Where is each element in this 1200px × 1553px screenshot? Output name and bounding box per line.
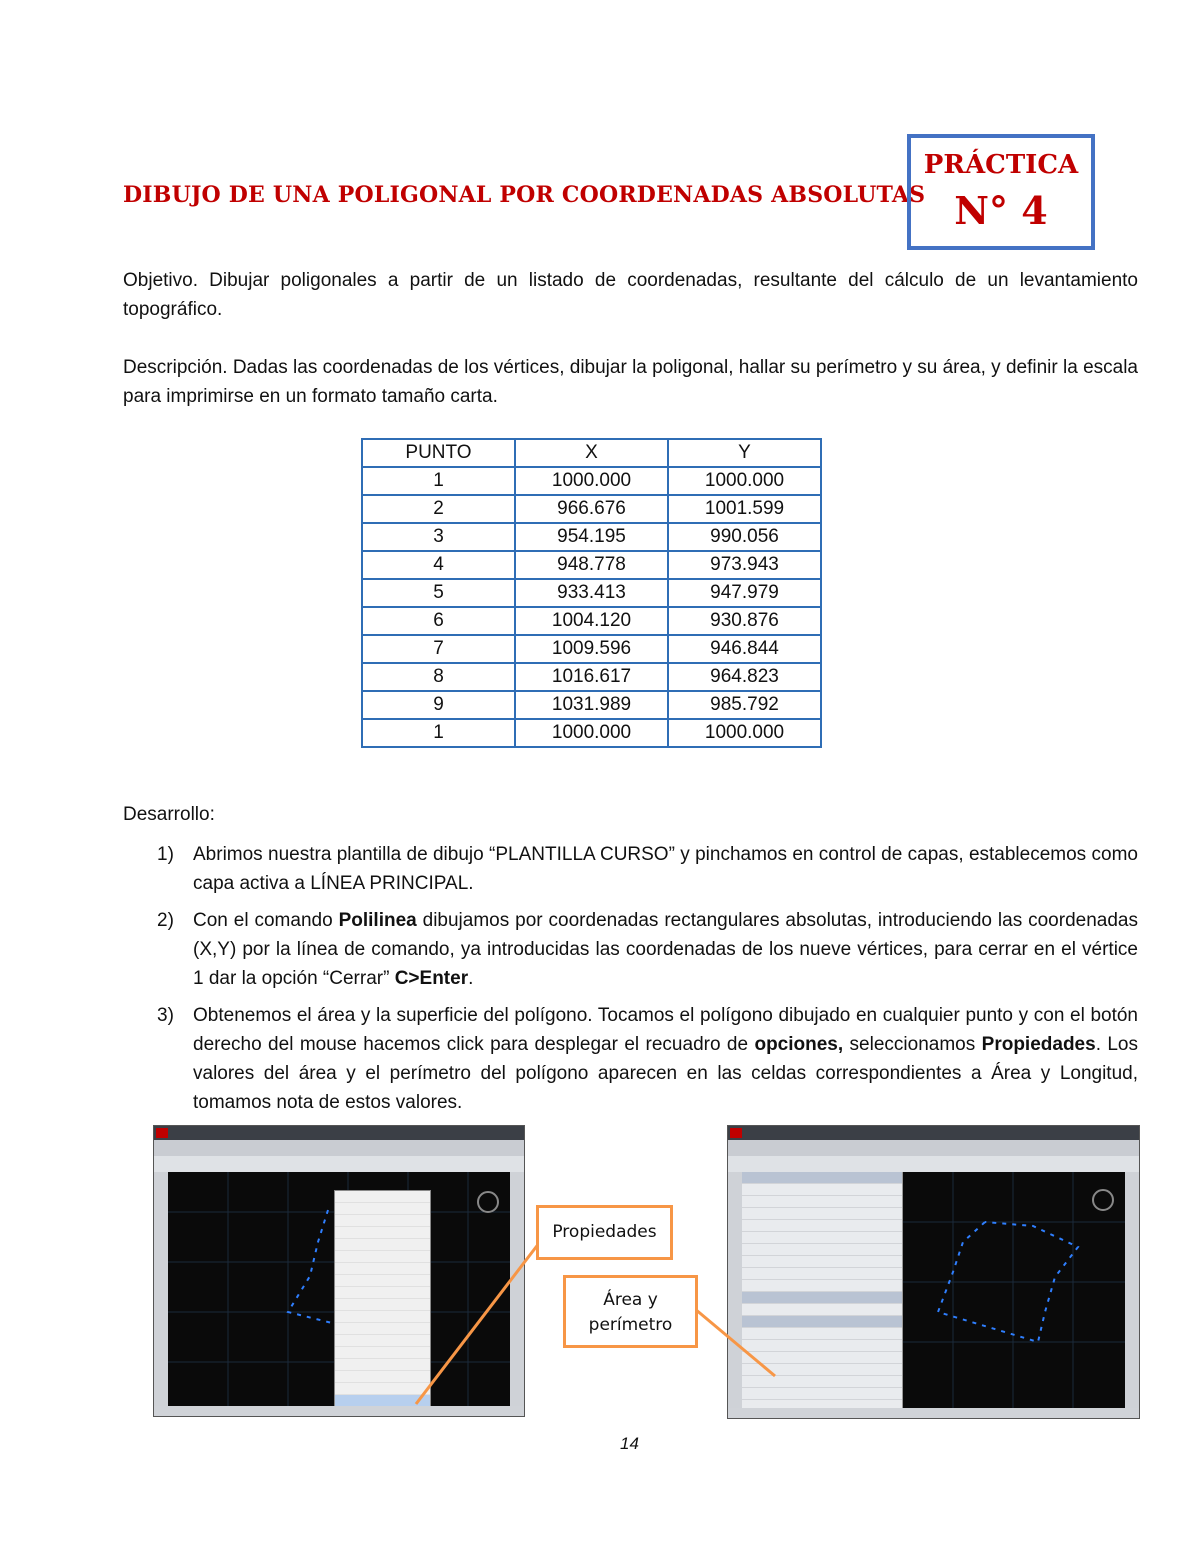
cell-x: 1000.000 xyxy=(515,719,668,747)
step-text: . Los valores del área y el perímetro del polígono aparecen en las celdas correspondientes a Área y Longitud, tomamos nota de estos valores. xyxy=(193,1034,1138,1113)
cell-y: 964.823 xyxy=(668,663,821,691)
description-paragraph: Descripción. Dadas las coordenadas de los vértices, dibujar la poligonal, hallar su perímetro y su área, y definir la escala para imprimirse en un formato tamaño carta. xyxy=(123,357,1138,407)
callout-propiedades: Propiedades xyxy=(536,1205,673,1260)
cell-punto: 4 xyxy=(362,551,515,579)
header-x: X xyxy=(515,439,668,467)
cell-y: 1000.000 xyxy=(668,719,821,747)
cell-punto: 5 xyxy=(362,579,515,607)
step-bold: opciones, xyxy=(754,1034,844,1055)
cell-y: 946.844 xyxy=(668,635,821,663)
step-text: seleccionamos xyxy=(843,1034,982,1055)
cell-x: 933.413 xyxy=(515,579,668,607)
cell-x: 1009.596 xyxy=(515,635,668,663)
cell-y: 930.876 xyxy=(668,607,821,635)
badge-number: N° 4 xyxy=(954,188,1048,233)
step-text: dibujamos por coordenadas rectangulares absolutas, introduciendo las coordenadas (X,Y) por la línea de comando, ya introducidas las coordenadas de los nueve vértices, para cerrar en el vértice 1 dar la opción “Cerrar” xyxy=(193,910,1138,989)
badge-label: PRÁCTICA xyxy=(923,150,1079,180)
cell-y: 1001.599 xyxy=(668,495,821,523)
cell-punto: 7 xyxy=(362,635,515,663)
page-number: 14 xyxy=(620,1434,639,1453)
cell-x: 1016.617 xyxy=(515,663,668,691)
cell-punto: 1 xyxy=(362,467,515,495)
step-number: 1) xyxy=(157,844,174,865)
cell-x: 1031.989 xyxy=(515,691,668,719)
cell-punto: 9 xyxy=(362,691,515,719)
step-text: Abrimos nuestra plantilla de dibujo “PLANTILLA CURSO” y pinchamos en control de capas, establecemos como capa activa a LÍNEA PRINCIPAL. xyxy=(193,844,1138,894)
cell-x: 948.778 xyxy=(515,551,668,579)
cell-punto: 3 xyxy=(362,523,515,551)
step-number: 3) xyxy=(157,1005,174,1026)
cell-y: 1000.000 xyxy=(668,467,821,495)
cell-punto: 1 xyxy=(362,719,515,747)
cell-x: 1004.120 xyxy=(515,607,668,635)
step-number: 2) xyxy=(157,910,174,931)
cell-y: 985.792 xyxy=(668,691,821,719)
step-text: Con el comando xyxy=(193,910,339,931)
cell-punto: 6 xyxy=(362,607,515,635)
callout-line-area xyxy=(695,1309,775,1376)
cell-punto: 2 xyxy=(362,495,515,523)
development-heading: Desarrollo: xyxy=(123,804,215,825)
callout-line-propiedades xyxy=(416,1234,546,1404)
cell-x: 966.676 xyxy=(515,495,668,523)
header-punto: PUNTO xyxy=(362,439,515,467)
cell-y: 990.056 xyxy=(668,523,821,551)
step-bold: Polilinea xyxy=(338,910,417,931)
cell-y: 973.943 xyxy=(668,551,821,579)
step-text: . xyxy=(468,968,474,989)
document-title: DIBUJO DE UNA POLIGONAL POR COORDENADAS ABSOLUTAS xyxy=(123,182,926,208)
callout-area-perimetro: Área y perímetro xyxy=(563,1275,698,1348)
step-text: Obtenemos el área y la superficie del polígono. Tocamos el polígono dibujado en cualquier punto y con el botón derecho del mouse hacemos click para desplegar el recuadro de xyxy=(193,1005,1138,1055)
cell-y: 947.979 xyxy=(668,579,821,607)
cell-x: 1000.000 xyxy=(515,467,668,495)
objective-paragraph: Objetivo. Dibujar poligonales a partir de un listado de coordenadas, resultante del cálculo de un levantamiento topográfico. xyxy=(123,270,1138,320)
cell-x: 954.195 xyxy=(515,523,668,551)
step-bold: C>Enter xyxy=(394,968,469,989)
cell-punto: 8 xyxy=(362,663,515,691)
header-y: Y xyxy=(668,439,821,467)
step-bold: Propiedades xyxy=(981,1034,1096,1055)
